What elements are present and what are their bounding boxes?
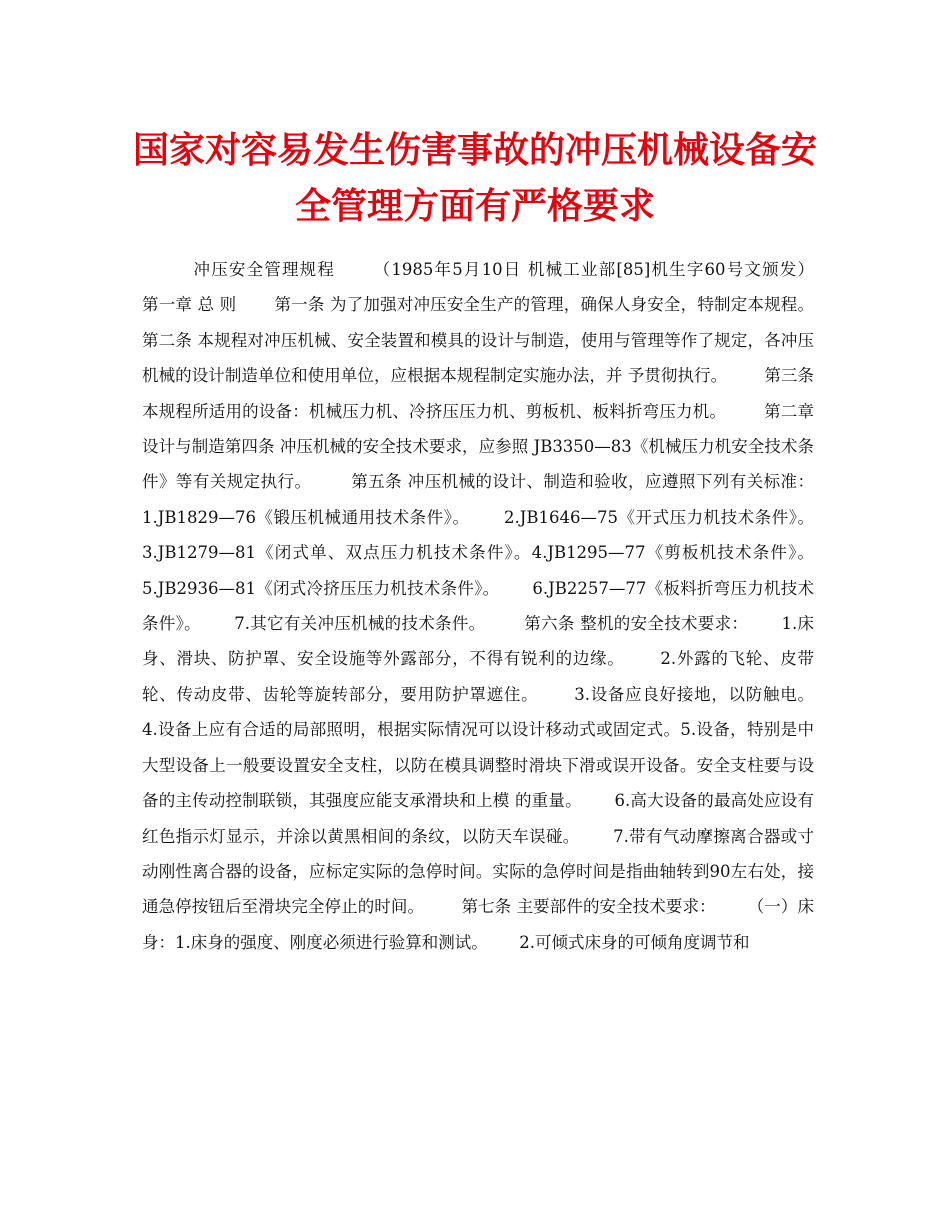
document-title: 国家对容易发生伤害事故的冲压机械设备安全管理方面有严格要求 xyxy=(132,129,817,227)
document-body-text: 冲压安全管理规程 （1985年5月10日 机械工业部[85]机生字60号文颁发） 第一章 总 则 第一条 为了加强对冲压安全生产的管理，确保人身安全，特制定本规程。 第二条 本规程对冲压机械、安全装置和模具的设计与制造，使用与管理等作了规定，各冲压机械的设计制造单位和使用单位，应根据本规程制定实施办法，并 予贯彻执行。 第三条 本规程所适用的设备：机械压力机、冷挤压压力机、剪板机、板料折弯压力机。 第二章 设计与制造第四条 冲压机械的安全技术要求，应参照 JB3350—83《机械压力机安全技术条件》等有关规定执行。 第五条 冲压机械的设计、制造和验收，应遵照下列有关标准： 1.JB1829—76《锻压机械通用技术条件》。 2.JB1646—75《开式压力机技术条件》。 3.JB1279—81《闭式单、双点压力机技术条件》。4.JB1295—77《剪板机技术条件》。 5.JB2936—81《闭式冷挤压压力机技术条件》。 6.JB2257—77《板料折弯压力机技术条件》。 7.其它有关冲压机械的技术条件。 第六条 整机的安全技术要求： 1.床身、滑块、防护罩、安全设施等外露部分，不得有锐利的边缘。 2.外露的飞轮、皮带轮、传动皮带、齿轮等旋转部分，要用防护罩遮住。 3.设备应良好接地，以防触电。 4.设备上应有合适的局部照明，根据实际情况可以设计移动式或固定式。5.设备，特别是中大型设备上一般要设置安全支柱，以防在模具调整时滑块下滑或误开设备。安全支柱要与设备的主传动控制联锁，其强度应能支承滑块和上模 的重量。 6.高大设备的最高处应设有红色指示灯显示，并涂以黄黑相间的条纹，以防天车误碰。 7.带有气动摩擦离合器或寸动刚性离合器的设备，应标定实际的急停时间。实际的急停时间是指曲轴转到90左右处，接通急停按钮后至滑块完全停止的时间。 第七条 主要部件的安全技术要求： （一）床身：1.床身的强度、刚度必须进行验算和测试。 2.可倾式床身的可倾角度调节和 xyxy=(142,260,851,952)
